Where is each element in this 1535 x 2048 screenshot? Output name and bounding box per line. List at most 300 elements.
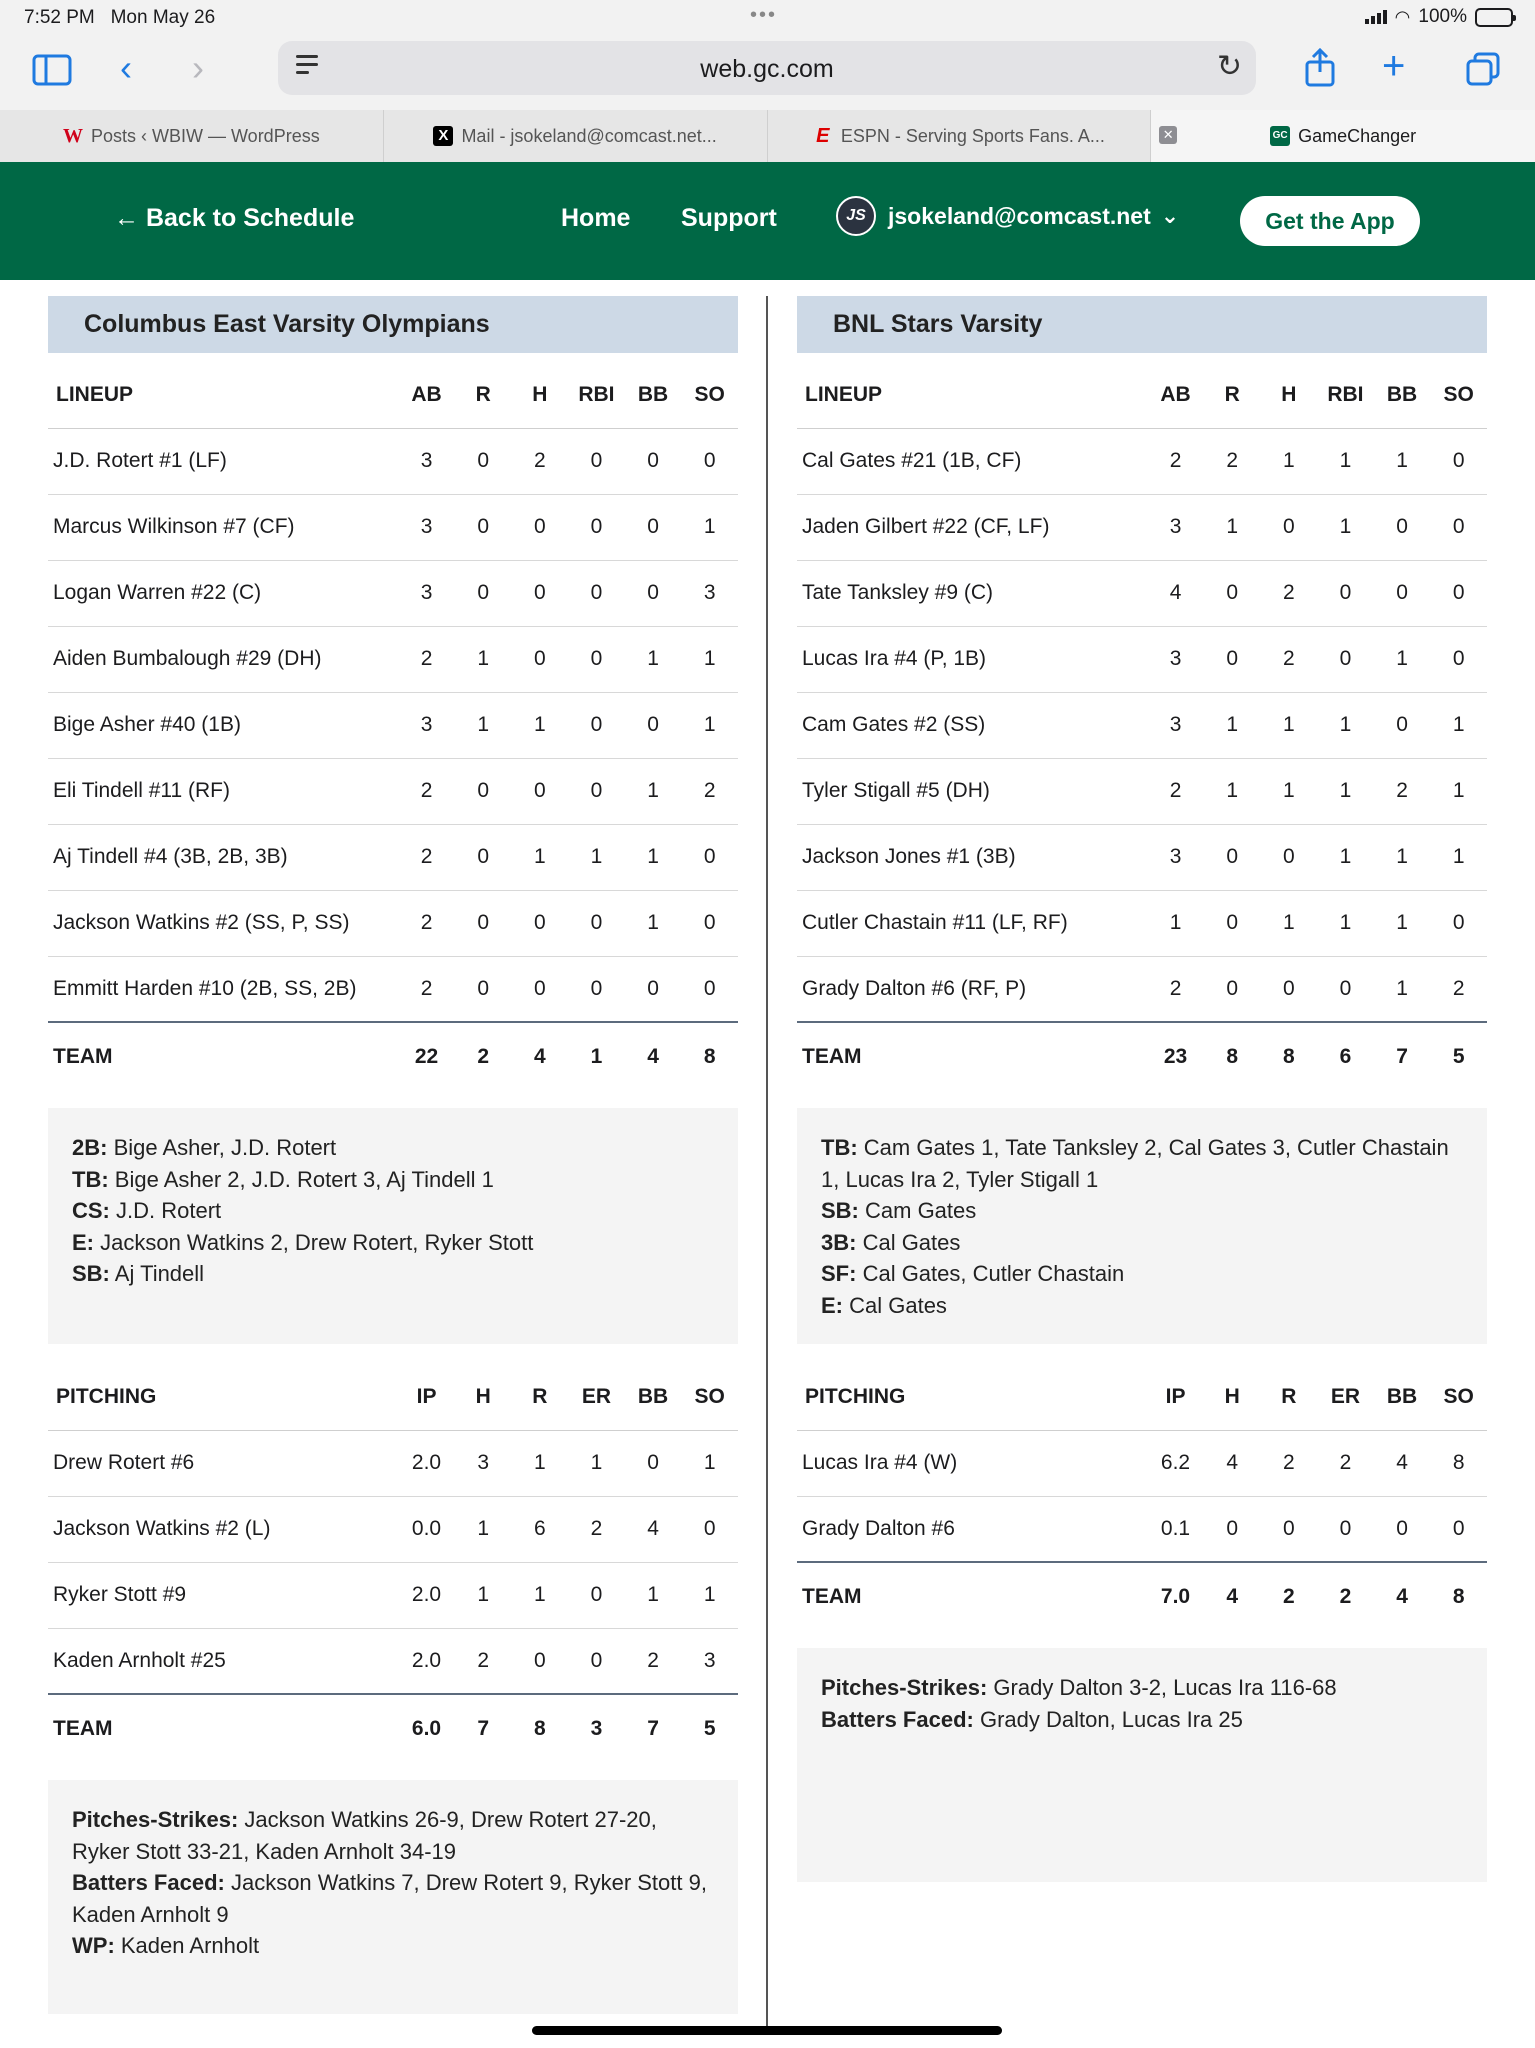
- player-name: Aiden Bumbalough #29 (DH): [48, 626, 398, 692]
- note-text: Jackson Watkins 7, Drew Rotert 9, Ryker Stott 9, Kaden Arnholt 9: [72, 1870, 707, 1927]
- table-row: [48, 494, 738, 560]
- stat-cell: 3: [1147, 494, 1204, 560]
- close-tab-icon[interactable]: ✕: [1159, 126, 1177, 144]
- get-the-app-button[interactable]: Get the App: [1240, 196, 1420, 246]
- player-name: Tyler Stigall #5 (DH): [797, 758, 1147, 824]
- column-header: SO: [1430, 1364, 1487, 1430]
- team-name-header: Columbus East Varsity Olympians: [48, 296, 738, 353]
- stat-cell: 0: [1260, 824, 1317, 890]
- team-total-cell: 3: [590, 1716, 603, 1740]
- stat-cell: 3: [1147, 626, 1204, 692]
- stat-cell: 2: [1204, 428, 1261, 494]
- stat-cell: 0: [568, 890, 625, 956]
- stat-cell: 0: [1430, 494, 1487, 560]
- stat-cell: 2: [1260, 626, 1317, 692]
- player-name: Jackson Watkins #2 (SS, P, SS): [48, 890, 398, 956]
- home-indicator[interactable]: [532, 2026, 1002, 2035]
- column-header: H: [455, 1364, 512, 1430]
- back-to-schedule-link[interactable]: [114, 204, 354, 233]
- team-total-row: [797, 1562, 1487, 1630]
- player-name: J.D. Rotert #1 (LF): [48, 428, 398, 494]
- stat-cell: 0: [568, 560, 625, 626]
- column-header: LINEUP: [797, 362, 1147, 428]
- column-header: R: [455, 362, 512, 428]
- user-email: jsokeland@comcast.net: [888, 202, 1151, 229]
- stat-cell: 1: [1374, 626, 1431, 692]
- stat-cell: 0: [1430, 1496, 1487, 1562]
- table-row: [797, 824, 1487, 890]
- support-link[interactable]: Support: [681, 204, 777, 232]
- team-total-row: [797, 1022, 1487, 1090]
- table-row: [797, 428, 1487, 494]
- tab-title: GameChanger: [1298, 125, 1417, 146]
- note-text: J.D. Rotert: [109, 1198, 222, 1223]
- table-header-row: [797, 362, 1487, 428]
- column-header: PITCHING: [797, 1364, 1147, 1430]
- tab-title: Mail - jsokeland@comcast.net...: [461, 125, 717, 146]
- table-row: [797, 758, 1487, 824]
- new-tab-icon[interactable]: +: [1382, 44, 1406, 88]
- stat-cell: 0: [1430, 428, 1487, 494]
- stat-cell: 1: [1317, 494, 1374, 560]
- column-header: BB: [625, 362, 682, 428]
- stat-cell: 0: [511, 626, 568, 692]
- stat-cell: 3: [1147, 692, 1204, 758]
- stat-cell: 2: [1147, 758, 1204, 824]
- column-header: ER: [1317, 1364, 1374, 1430]
- player-name: Lucas Ira #4 (W): [797, 1430, 1147, 1496]
- stat-cell: 0.0: [398, 1496, 455, 1562]
- table-row: [797, 560, 1487, 626]
- stat-cell: 1: [455, 1562, 512, 1628]
- stat-cell: 1: [455, 626, 512, 692]
- stat-cell: 0: [1317, 560, 1374, 626]
- team-total-cell: 23: [1163, 1044, 1188, 1068]
- player-name: Bige Asher #40 (1B): [48, 692, 398, 758]
- stat-cell: 1: [1204, 758, 1261, 824]
- stat-cell: 1: [1374, 824, 1431, 890]
- stat-cell: 1: [568, 1430, 625, 1496]
- table-row: [797, 956, 1487, 1022]
- stat-cell: 1: [1260, 758, 1317, 824]
- tab-espn[interactable]: [768, 110, 1152, 162]
- note-line: [72, 1195, 714, 1227]
- stat-cell: 1: [625, 626, 682, 692]
- pitching-table: [48, 1364, 738, 1762]
- stat-cell: 0: [625, 428, 682, 494]
- stat-cell: 0: [568, 626, 625, 692]
- column-header: BB: [625, 1364, 682, 1430]
- note-label: E:: [821, 1292, 843, 1318]
- wordpress-w-icon: W: [63, 125, 84, 147]
- stat-cell: 2: [455, 1628, 512, 1694]
- table-row: [48, 692, 738, 758]
- column-header: IP: [1147, 1364, 1204, 1430]
- stat-cell: 1: [1204, 494, 1261, 560]
- column-header: R: [1204, 362, 1261, 428]
- user-menu[interactable]: [836, 196, 1179, 236]
- stat-cell: 1: [625, 758, 682, 824]
- team-total-cell: 8: [533, 1716, 546, 1740]
- player-name: Cal Gates #21 (1B, CF): [797, 428, 1147, 494]
- stat-cell: 0: [511, 560, 568, 626]
- stat-cell: 3: [398, 692, 455, 758]
- column-header: AB: [1147, 362, 1204, 428]
- tab-gamechanger[interactable]: [1151, 110, 1535, 162]
- lineup-table: [48, 362, 738, 1090]
- column-header: LINEUP: [48, 362, 398, 428]
- column-header: SO: [1430, 362, 1487, 428]
- pitching-notes: [48, 1780, 738, 2014]
- left-arrow-icon: ←: [114, 204, 139, 232]
- stat-cell: 0: [1430, 560, 1487, 626]
- table-row: [48, 890, 738, 956]
- tab-wordpress[interactable]: [0, 110, 384, 162]
- player-name: Eli Tindell #11 (RF): [48, 758, 398, 824]
- team-total-cell: 5: [1452, 1044, 1465, 1068]
- stat-cell: 2: [398, 758, 455, 824]
- stat-cell: 6.2: [1147, 1430, 1204, 1496]
- stat-cell: 0: [455, 758, 512, 824]
- stat-cell: 1: [625, 824, 682, 890]
- column-header: AB: [398, 362, 455, 428]
- stat-cell: 1: [511, 1430, 568, 1496]
- stat-cell: 1: [681, 626, 738, 692]
- note-line: [821, 1672, 1463, 1704]
- status-bar: [0, 0, 1535, 36]
- reload-icon[interactable]: ↻: [1216, 50, 1242, 83]
- note-text: Jackson Watkins 26-9, Drew Rotert 27-20, Ryker Stott 33-21, Kaden Arnholt 34-19: [72, 1807, 657, 1864]
- column-header: H: [1204, 1364, 1261, 1430]
- battery-percent: 100%: [1418, 6, 1467, 27]
- column-divider: [766, 296, 768, 2032]
- stat-cell: 0: [1260, 494, 1317, 560]
- table-header-row: [48, 362, 738, 428]
- browser-toolbar: [0, 36, 1535, 110]
- column-header: H: [1260, 362, 1317, 428]
- player-name: Tate Tanksley #9 (C): [797, 560, 1147, 626]
- player-name: Jackson Jones #1 (3B): [797, 824, 1147, 890]
- stat-cell: 8: [1430, 1430, 1487, 1496]
- team-total-label: TEAM: [53, 1716, 113, 1740]
- stat-cell: 1: [1317, 428, 1374, 494]
- note-text: Cal Gates: [856, 1229, 961, 1255]
- stat-cell: 4: [1374, 1430, 1431, 1496]
- column-header: R: [1260, 1364, 1317, 1430]
- stat-cell: 0: [681, 890, 738, 956]
- stat-cell: 2: [1260, 1430, 1317, 1496]
- stat-cell: 0: [455, 824, 512, 890]
- batting-notes: [48, 1108, 738, 1344]
- player-name: Drew Rotert #6: [48, 1430, 398, 1496]
- note-label: SB:: [821, 1198, 859, 1223]
- stat-cell: 1: [455, 1496, 512, 1562]
- tabs-overview-icon[interactable]: [1466, 52, 1500, 92]
- stat-cell: 4: [1204, 1430, 1261, 1496]
- stat-cell: 1: [1260, 692, 1317, 758]
- stat-cell: 0: [568, 1562, 625, 1628]
- stat-cell: 1: [1260, 428, 1317, 494]
- address-bar[interactable]: [278, 41, 1256, 95]
- stat-cell: 0: [681, 824, 738, 890]
- stat-cell: 0: [625, 560, 682, 626]
- note-text: Grady Dalton 3-2, Lucas Ira 116-68: [987, 1675, 1337, 1700]
- note-label: Batters Faced:: [72, 1870, 225, 1895]
- status-right: [1365, 6, 1513, 28]
- note-text: Jackson Watkins 2, Drew Rotert, Ryker Stott: [94, 1229, 534, 1255]
- stat-cell: 0: [1204, 824, 1261, 890]
- table-row: [48, 1628, 738, 1694]
- player-name: Emmitt Harden #10 (2B, SS, 2B): [48, 956, 398, 1022]
- table-row: [48, 1430, 738, 1496]
- stat-cell: 2: [1147, 956, 1204, 1022]
- stat-cell: 0: [1374, 560, 1431, 626]
- stat-cell: 1: [681, 692, 738, 758]
- team-total-cell: 2: [477, 1044, 489, 1068]
- forward-arrow-icon[interactable]: ›: [192, 47, 204, 88]
- column-header: BB: [1374, 1364, 1431, 1430]
- team-total-cell: 4: [647, 1044, 659, 1068]
- note-line: [821, 1290, 1463, 1322]
- note-line: [72, 1132, 714, 1164]
- note-label: Pitches-Strikes:: [821, 1675, 988, 1700]
- team-total-cell: 7: [647, 1716, 659, 1740]
- note-label: 2B:: [72, 1135, 108, 1160]
- stat-cell: 2: [511, 428, 568, 494]
- stat-cell: 1: [1317, 758, 1374, 824]
- table-row: [48, 824, 738, 890]
- note-text: Aj Tindell: [109, 1261, 205, 1286]
- player-name: Lucas Ira #4 (P, 1B): [797, 626, 1147, 692]
- stat-cell: 1: [1317, 824, 1374, 890]
- stat-cell: 1: [1260, 890, 1317, 956]
- stat-cell: 0: [455, 494, 512, 560]
- note-text: Cam Gates 1, Tate Tanksley 2, Cal Gates 3, Cutler Chastain 1, Lucas Ira 2, Tyler Stigall 1: [821, 1135, 1449, 1192]
- table-row: [48, 758, 738, 824]
- stat-cell: 1: [511, 692, 568, 758]
- team-total-cell: 8: [703, 1044, 716, 1068]
- table-row: [48, 626, 738, 692]
- stat-cell: 0: [568, 494, 625, 560]
- batting-notes: [797, 1108, 1487, 1344]
- table-row: [48, 1562, 738, 1628]
- stat-cell: 1: [1147, 890, 1204, 956]
- team-name-header: BNL Stars Varsity: [797, 296, 1487, 353]
- site-nav: [0, 162, 1535, 280]
- pitching-table: [797, 1364, 1487, 1630]
- note-line: [72, 1804, 714, 1867]
- stat-cell: 0: [681, 1496, 738, 1562]
- note-label: SF:: [821, 1261, 857, 1286]
- column-header: IP: [398, 1364, 455, 1430]
- team-total-cell: 5: [703, 1716, 716, 1740]
- team-total-row: [48, 1694, 738, 1762]
- stat-cell: 0: [1204, 1496, 1261, 1562]
- stat-cell: 0: [681, 428, 738, 494]
- stat-cell: 0: [455, 560, 512, 626]
- stat-cell: 1: [1374, 890, 1431, 956]
- url-text: web.gc.com: [700, 55, 834, 83]
- stat-cell: 0: [1204, 626, 1261, 692]
- stat-cell: 0: [511, 956, 568, 1022]
- column-header: PITCHING: [48, 1364, 398, 1430]
- stat-cell: 1: [1430, 758, 1487, 824]
- stat-cell: 0: [625, 692, 682, 758]
- team-total-cell: 7.0: [1160, 1584, 1191, 1608]
- player-name: Grady Dalton #6 (RF, P): [797, 956, 1147, 1022]
- team-total-cell: 7: [1396, 1044, 1408, 1068]
- team-total-row: [48, 1022, 738, 1090]
- note-line: [821, 1195, 1463, 1227]
- column-header: RBI: [1317, 362, 1374, 428]
- note-text: Bige Asher, J.D. Rotert: [107, 1135, 337, 1160]
- stat-cell: 0: [1317, 1496, 1374, 1562]
- stat-cell: 0: [1204, 890, 1261, 956]
- stat-cell: 2: [398, 824, 455, 890]
- stat-cell: 0: [568, 428, 625, 494]
- column-header: RBI: [568, 362, 625, 428]
- stat-cell: 0: [1260, 1496, 1317, 1562]
- stat-cell: 0: [681, 956, 738, 1022]
- note-text: Cal Gates: [843, 1292, 947, 1318]
- player-name: Grady Dalton #6: [797, 1496, 1147, 1562]
- table-header-row: [797, 1364, 1487, 1430]
- team-total-cell: 22: [414, 1044, 439, 1068]
- note-label: Batters Faced:: [821, 1706, 974, 1732]
- table-row: [797, 1496, 1487, 1562]
- team-total-cell: 4: [1396, 1584, 1408, 1608]
- stat-cell: 0: [1204, 956, 1261, 1022]
- team-total-cell: 8: [1282, 1044, 1295, 1068]
- note-label: WP:: [72, 1933, 115, 1958]
- stat-cell: 2: [398, 890, 455, 956]
- back-arrow-icon[interactable]: ‹: [120, 47, 132, 88]
- player-name: Jaden Gilbert #22 (CF, LF): [797, 494, 1147, 560]
- note-text: Cam Gates: [858, 1198, 977, 1223]
- sidebar-icon[interactable]: [32, 54, 72, 92]
- column-header: SO: [681, 362, 738, 428]
- home-link[interactable]: Home: [561, 204, 631, 232]
- tab-mail[interactable]: [384, 110, 768, 162]
- team-total-cell: 2: [1339, 1584, 1352, 1608]
- stat-cell: 0: [511, 758, 568, 824]
- stat-cell: 0: [455, 956, 512, 1022]
- player-name: Kaden Arnholt #25: [48, 1628, 398, 1694]
- stat-cell: 2: [398, 626, 455, 692]
- table-row: [48, 956, 738, 1022]
- player-name: Aj Tindell #4 (3B, 2B, 3B): [48, 824, 398, 890]
- gamechanger-logo-icon: GC: [1270, 126, 1290, 146]
- note-label: 3B:: [821, 1229, 857, 1255]
- table-row: [797, 494, 1487, 560]
- player-name: Cutler Chastain #11 (LF, RF): [797, 890, 1147, 956]
- table-row: [797, 626, 1487, 692]
- stat-cell: 1: [681, 1562, 738, 1628]
- stat-cell: 0: [1430, 626, 1487, 692]
- column-header: BB: [1374, 362, 1431, 428]
- note-line: [72, 1258, 714, 1290]
- stat-cell: 2.0: [398, 1430, 455, 1496]
- column-header: R: [511, 1364, 568, 1430]
- stat-cell: 1: [1317, 692, 1374, 758]
- note-label: TB:: [72, 1166, 109, 1192]
- stat-cell: 2: [1147, 428, 1204, 494]
- stat-cell: 1: [511, 824, 568, 890]
- tab-title: Posts ‹ WBIW — WordPress: [91, 125, 320, 146]
- multitasking-dots-icon[interactable]: •••: [750, 4, 778, 26]
- pitching-notes: [797, 1648, 1487, 1882]
- home-team-column: [48, 296, 738, 2014]
- stat-cell: 4: [625, 1496, 682, 1562]
- stat-cell: 1: [568, 824, 625, 890]
- team-total-label: TEAM: [802, 1584, 862, 1608]
- table-row: [797, 692, 1487, 758]
- stat-cell: 0: [568, 1628, 625, 1694]
- stat-cell: 3: [681, 560, 738, 626]
- team-total-cell: 2: [1282, 1584, 1295, 1608]
- table-row: [48, 1496, 738, 1562]
- stat-cell: 0: [1317, 956, 1374, 1022]
- note-text: Kaden Arnholt: [114, 1933, 260, 1958]
- player-name: Ryker Stott #9: [48, 1562, 398, 1628]
- stat-cell: 2.0: [398, 1628, 455, 1694]
- team-total-label: TEAM: [802, 1044, 862, 1068]
- lineup-table: [797, 362, 1487, 1090]
- stat-cell: 1: [1317, 890, 1374, 956]
- stat-cell: 1: [1430, 824, 1487, 890]
- team-total-cell: 7: [477, 1716, 489, 1740]
- stat-cell: 2: [1374, 758, 1431, 824]
- avatar: JS: [836, 196, 876, 236]
- stat-cell: 0.1: [1147, 1496, 1204, 1562]
- back-label: Back to Schedule: [145, 204, 355, 232]
- stat-cell: 3: [398, 428, 455, 494]
- note-line: [821, 1227, 1463, 1259]
- team-total-cell: 4: [1226, 1584, 1238, 1608]
- stat-cell: 0: [1374, 692, 1431, 758]
- x-logo-icon: X: [433, 126, 453, 146]
- cellular-signal-icon: [1365, 10, 1387, 24]
- note-line: [72, 1227, 714, 1259]
- note-label: CS:: [72, 1198, 110, 1223]
- share-icon[interactable]: [1304, 48, 1336, 94]
- stat-cell: 6: [511, 1496, 568, 1562]
- stat-cell: 0: [1317, 626, 1374, 692]
- stat-cell: 0: [625, 494, 682, 560]
- stat-cell: 0: [511, 890, 568, 956]
- stat-cell: 1: [1430, 692, 1487, 758]
- team-total-cell: 4: [533, 1044, 546, 1068]
- player-name: Cam Gates #2 (SS): [797, 692, 1147, 758]
- note-text: Bige Asher 2, J.D. Rotert 3, Aj Tindell 1: [108, 1166, 494, 1192]
- tab-bar: [0, 110, 1535, 162]
- team-total-cell: 8: [1226, 1044, 1238, 1068]
- note-line: [821, 1132, 1463, 1195]
- away-team-column: [797, 296, 1487, 1882]
- tab-title: ESPN - Serving Sports Fans. A...: [840, 125, 1105, 146]
- stat-cell: 0: [568, 692, 625, 758]
- stat-cell: 0: [455, 890, 512, 956]
- stat-cell: 2: [568, 1496, 625, 1562]
- stat-cell: 3: [455, 1430, 512, 1496]
- note-label: Pitches-Strikes:: [72, 1807, 239, 1832]
- battery-icon: [1475, 8, 1513, 27]
- stat-cell: 0: [1204, 560, 1261, 626]
- table-header-row: [48, 1364, 738, 1430]
- stat-cell: 1: [455, 692, 512, 758]
- stat-cell: 2: [1430, 956, 1487, 1022]
- table-row: [48, 560, 738, 626]
